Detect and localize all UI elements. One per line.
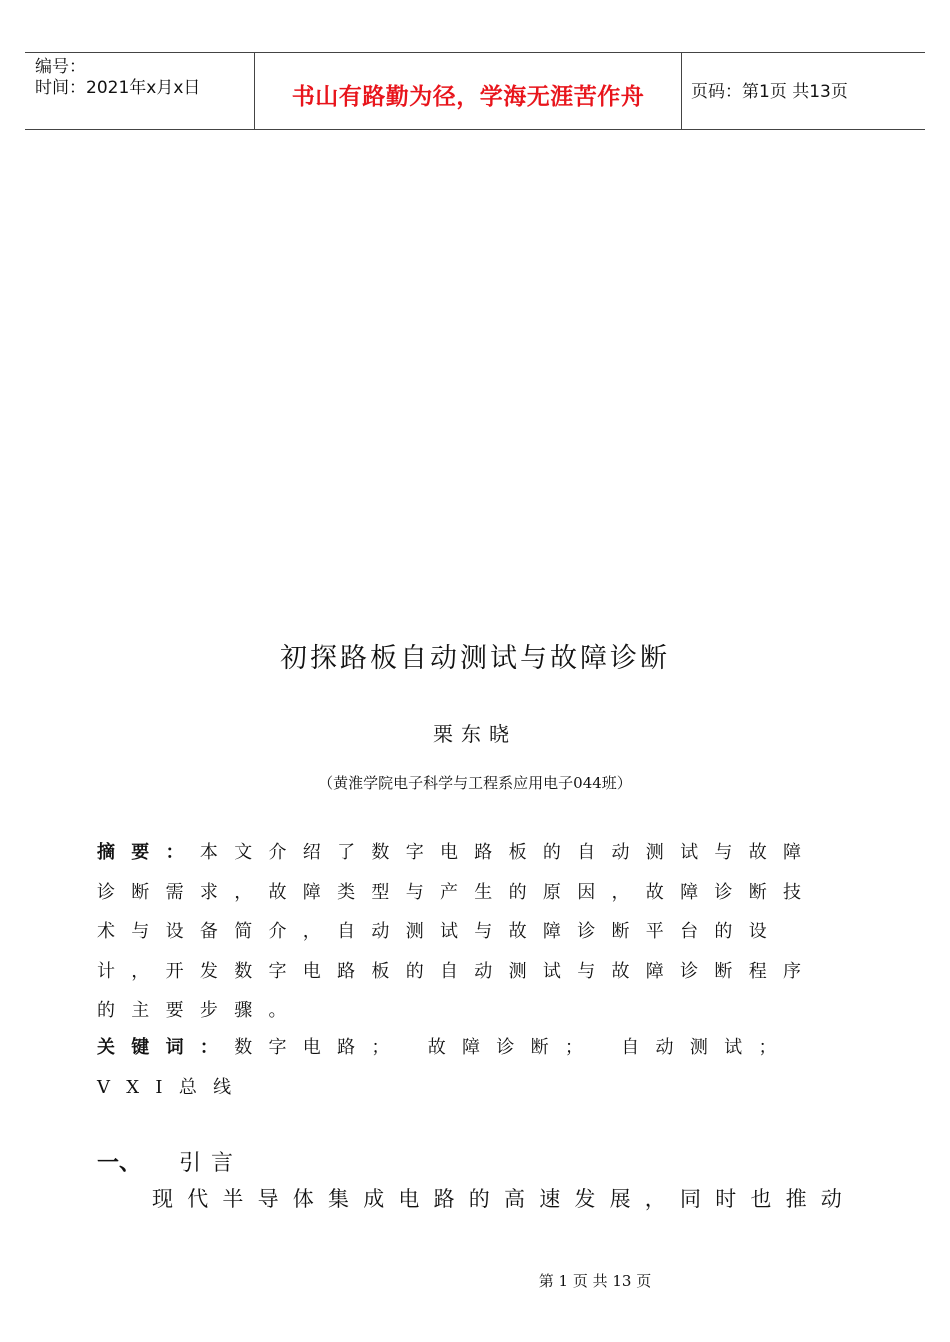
header-page-info: 页码：第1页 共13页 [691,82,848,102]
paper-author: 栗东晓 [433,722,517,746]
section-title: 引言 [179,1151,244,1176]
paper-title: 初探路板自动测试与故障诊断 [280,643,670,674]
serial-label: 编号： [35,57,86,77]
time-label: 时间：2021年x月x日 [35,78,201,98]
keywords-label: 关键词： [97,1037,235,1058]
header-motto: 书山有路勤为径，学海无涯苦作舟 [291,84,645,110]
header-right-cell [681,53,925,129]
page-header [25,52,925,130]
paper-affiliation: （黄淮学院电子科学与工程系应用电子044班） [318,774,632,792]
section-number: 一、 [97,1151,142,1176]
abstract-text: 本文介绍了数字电路板的自动测试与故障诊断需求，故障类型与产生的原因，故障诊断技术与设备简介，自动测试与故障诊断平台的设计，开发数字电路板的自动测试与故障诊断程序的主要步骤。 [97,842,818,1021]
header-left-cell [25,53,254,129]
keywords-paragraph [97,1028,839,1107]
page-footer: 第 1 页 共 13 页 [538,1272,652,1290]
abstract-label: 摘要： [97,842,200,863]
body-text: 现代半导体集成电路的高速发展，同时也推动 [152,1187,856,1211]
abstract-paragraph [97,833,839,1031]
section-heading [97,1146,243,1177]
keywords-text: 数字电路； 故障诊断； 自动测试； VXI总线 [97,1037,793,1098]
header-motto-cell [254,53,682,129]
